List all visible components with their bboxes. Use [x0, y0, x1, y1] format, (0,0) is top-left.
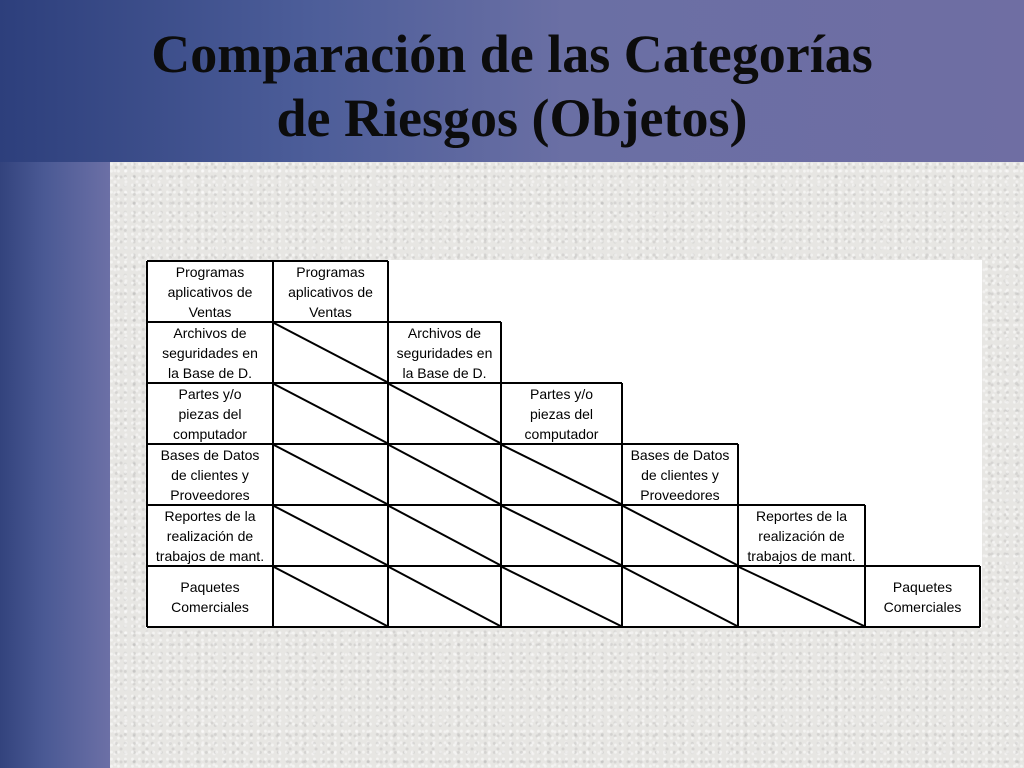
- diagonal-slash-r2-c1: [274, 323, 387, 382]
- diagonal-slash-r4-c1: [274, 445, 387, 504]
- diagonal-slash-r5-c3: [502, 506, 621, 565]
- slide-title: [0, 22, 1024, 150]
- diagonal-slash-r5-c1: [274, 506, 387, 565]
- row-label-2: Archivos de seguridades en la Base de D.: [162, 324, 258, 381]
- left-accent-band: [0, 162, 110, 768]
- diagonal-slash-r5-c2: [389, 506, 500, 565]
- diagonal-slash-r3-c2: [389, 384, 500, 443]
- row-label-6: Paquetes Comerciales: [171, 578, 249, 615]
- column-header-5: Reportes de la realización de trabajos de mant.: [747, 507, 856, 564]
- diagonal-slash-r4-c3: [502, 445, 621, 504]
- diagonal-slash-r4-c2: [389, 445, 500, 504]
- diagonal-slash-r3-c1: [274, 384, 387, 443]
- column-header-1: Programas aplicativos de Ventas: [288, 263, 373, 320]
- comparison-matrix: [146, 260, 982, 628]
- diagonal-slash-r6-c4: [623, 567, 737, 626]
- diagonal-slash-r6-c3: [502, 567, 621, 626]
- row-label-1: Programas aplicativos de Ventas: [167, 263, 253, 320]
- diagonal-slash-r6-c2: [389, 567, 500, 626]
- column-header-2: Archivos de seguridades en la Base de D.: [396, 324, 493, 381]
- diagonal-slash-r5-c4: [623, 506, 737, 565]
- row-label-3: Partes y/o piezas del computador: [173, 385, 247, 442]
- diagonal-slash-r6-c5: [739, 567, 864, 626]
- row-label-5: Reportes de la realización de trabajos de mant.: [155, 507, 265, 564]
- column-header-3: Partes y/o piezas del computador: [524, 385, 599, 442]
- diagonal-slash-r6-c1: [274, 567, 387, 626]
- slide-title-text: Comparación de las Categorías de Riesgos (Objetos): [151, 24, 873, 148]
- column-header-6: Paquetes Comerciales: [883, 578, 962, 615]
- column-header-4: Bases de Datos de clientes y Proveedores: [630, 446, 730, 503]
- row-label-4: Bases de Datos de clientes y Proveedores: [160, 446, 260, 503]
